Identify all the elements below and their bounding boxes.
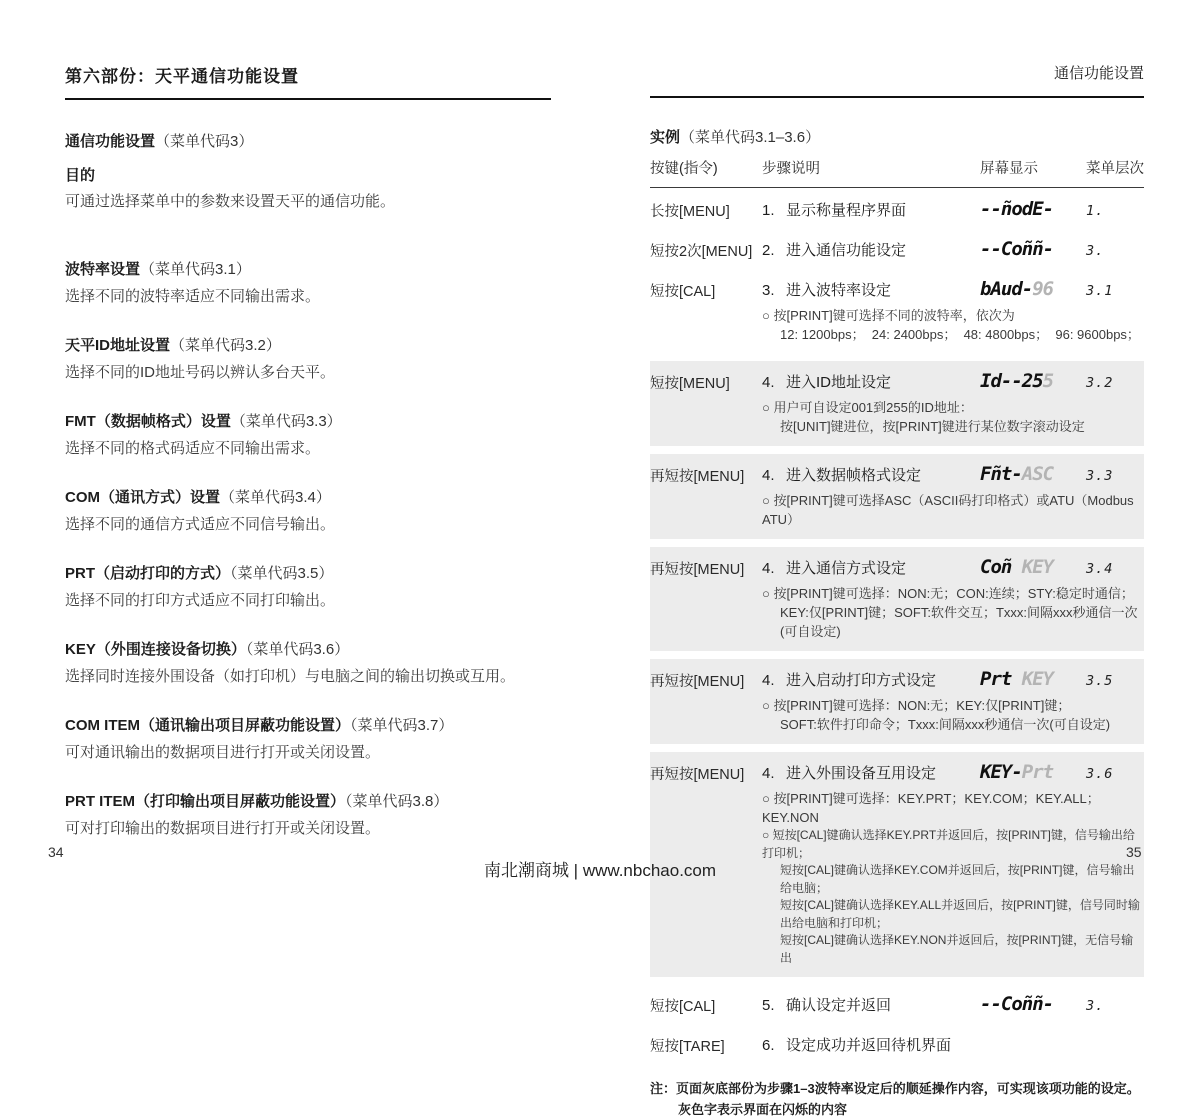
- section-title-bold: 天平ID地址设置: [65, 337, 171, 354]
- lcd-display: [980, 1033, 1086, 1035]
- row-step-text: 进入数据帧格式设定: [786, 467, 922, 484]
- right-page-title: 通信功能设置: [650, 62, 1144, 98]
- lcd-flashing-text: 5: [1042, 370, 1054, 392]
- section-title: [65, 258, 551, 279]
- lcd-static-text: KEY-: [980, 761, 1022, 783]
- row-step-number: 4.: [762, 467, 775, 484]
- section: [65, 258, 551, 307]
- section-title-bold: FMT（数据帧格式）设置: [65, 413, 231, 430]
- row-step: [762, 556, 980, 578]
- col-header-level: 菜单层次: [1086, 161, 1144, 177]
- row-key: 短按[CAL]: [650, 284, 716, 300]
- section-title-code: （菜单代码3.8）: [345, 793, 449, 810]
- row-key: 再短按[MENU]: [650, 674, 745, 690]
- section-title-bold: PRT ITEM（打印输出项目屏蔽功能设置）: [65, 793, 345, 810]
- note-label: 注：: [650, 1081, 677, 1096]
- site-footer: 南北潮商城 | www.nbchao.com: [483, 861, 717, 880]
- lcd-display: [980, 668, 1086, 689]
- section-title-bold: COM ITEM（通讯输出项目屏蔽功能设置）: [65, 717, 350, 734]
- row-sub-line: 短按[CAL]键确认选择KEY.COM并返回后，按[PRINT]键，信号输出给电脑；: [780, 863, 1135, 895]
- table-row: [650, 454, 1144, 539]
- page-number-right: 35: [1126, 844, 1142, 860]
- row-step: [762, 993, 980, 1015]
- lcd-static-text: --Coññ-: [980, 238, 1054, 260]
- row-key: 再短按[MENU]: [650, 562, 745, 578]
- table-row: [650, 190, 1144, 230]
- row-step: [762, 370, 980, 392]
- section: [65, 790, 551, 839]
- table-row-main: [650, 278, 1144, 301]
- section-title: [65, 130, 551, 151]
- table-rows: [650, 190, 1144, 1065]
- section-title: [65, 410, 551, 431]
- row-sub-line: KEY:仅[PRINT]键；SOFT:软件交互；Txxx:间隔xxx秒通信一次(可自设定): [780, 605, 1138, 639]
- section-title: [65, 562, 551, 583]
- table-row-main: [650, 993, 1144, 1016]
- lcd-static-text: Coñ: [980, 556, 1022, 578]
- table-header: [650, 147, 1144, 188]
- table-row: [650, 230, 1144, 270]
- note: [650, 1078, 1144, 1120]
- section-title-bold: PRT（启动打印的方式）: [65, 565, 231, 582]
- lcd-static-text: Prt: [980, 668, 1022, 690]
- row-key: 再短按[MENU]: [650, 767, 745, 783]
- row-step-number: 1.: [762, 202, 775, 219]
- table-row-main: [650, 198, 1144, 221]
- section: [65, 130, 551, 212]
- lcd-display: [980, 278, 1086, 299]
- section-title-code: （菜单代码3.1）: [140, 261, 251, 278]
- row-step-text: 确认设定并返回: [786, 997, 892, 1014]
- section-title: [65, 790, 551, 811]
- row-sub-line: ○ 按[PRINT]键可选择不同的波特率，依次为: [762, 308, 1015, 323]
- section-title: [65, 486, 551, 507]
- row-menu-level: 3.6: [1086, 766, 1114, 782]
- lcd-static-text: Id--25: [980, 370, 1043, 392]
- lcd-display: [980, 238, 1086, 259]
- section-title-bold: COM（通讯方式）设置: [65, 489, 220, 506]
- table-row-main: [650, 761, 1144, 784]
- lcd-flashing-text: ASC: [1021, 463, 1054, 485]
- section-title: [65, 714, 551, 735]
- lcd-display: [980, 556, 1086, 577]
- table-row-main: [650, 556, 1144, 579]
- table-row: [650, 659, 1144, 744]
- lcd-static-text: --Coññ-: [980, 993, 1054, 1015]
- lcd-flashing-text: 96: [1032, 278, 1054, 300]
- row-step: [762, 668, 980, 690]
- row-sub-notes: [762, 398, 1144, 436]
- row-key: 再短按[MENU]: [650, 469, 745, 485]
- left-sections: [65, 130, 551, 839]
- section-title: [65, 638, 551, 659]
- row-step: [762, 463, 980, 485]
- lcd-static-text: Fñt-: [980, 463, 1022, 485]
- row-step-text: 进入通信功能设定: [786, 242, 907, 259]
- row-menu-level: 3.2: [1086, 375, 1114, 391]
- note-text-2: 灰色字表示界面在闪烁的内容: [678, 1102, 848, 1117]
- example-title: [650, 126, 1144, 147]
- section: [65, 562, 551, 611]
- row-step-text: 进入启动打印方式设定: [786, 672, 937, 689]
- row-step: [762, 238, 980, 260]
- row-menu-level: 3.3: [1086, 468, 1114, 484]
- row-step-number: 4.: [762, 374, 775, 391]
- section-title-bold: 通信功能设置: [65, 133, 156, 150]
- row-sub-notes: [762, 306, 1144, 344]
- section: [65, 486, 551, 535]
- section-title: [65, 334, 551, 355]
- row-step-text: 进入外围设备互用设定: [786, 765, 937, 782]
- row-sub-line: ○ 按[PRINT]键可选择：KEY.PRT；KEY.COM；KEY.ALL；KEY.NON: [762, 791, 1100, 825]
- section-body: 选择不同的波特率适应不同输出需求。: [65, 288, 321, 305]
- row-step: [762, 1033, 980, 1055]
- table-row: [650, 361, 1144, 446]
- page-number-left: 34: [48, 844, 64, 860]
- row-sub-line: ○ 用户可自设定001到255的ID地址：: [762, 400, 973, 415]
- row-menu-level: 3.5: [1086, 673, 1114, 689]
- row-menu-level: [1086, 1033, 1144, 1038]
- left-page: [65, 62, 551, 866]
- section-title-code: （菜单代码3.4）: [220, 489, 331, 506]
- section: [65, 714, 551, 763]
- lcd-display: [980, 463, 1086, 484]
- row-sub-line: ○ 按[PRINT]键可选择：NON:无；CON:连续；STY:稳定时通信；: [762, 586, 1134, 601]
- section-body: 可对打印输出的数据项目进行打开或关闭设置。: [65, 820, 381, 837]
- section: [65, 334, 551, 383]
- section-title-code: （菜单代码3.3）: [230, 413, 342, 430]
- lcd-display: [980, 370, 1086, 391]
- section-subtitle: 目的: [65, 167, 96, 184]
- row-sub-line: ○ 按[PRINT]键可选择：NON:无；KEY:仅[PRINT]键；: [762, 698, 1071, 713]
- lcd-static-text: --ñodE-: [980, 198, 1054, 220]
- section-title-code: （菜单代码3）: [155, 133, 254, 150]
- example-title-bold: 实例: [650, 129, 681, 146]
- lcd-flashing-text: Prt: [1021, 761, 1054, 783]
- col-header-step: 步骤说明: [762, 161, 820, 177]
- section-body: 可对通讯输出的数据项目进行打开或关闭设置。: [65, 744, 381, 761]
- row-step-text: 进入通信方式设定: [786, 560, 907, 577]
- lcd-flashing-text: KEY: [1021, 668, 1054, 690]
- row-step: [762, 761, 980, 783]
- row-sub-line: 12: 1200bps； 24: 2400bps； 48: 4800bps； 96: 9600bps；: [780, 327, 1140, 342]
- row-step-number: 6.: [762, 1037, 775, 1054]
- lcd-display: [980, 198, 1086, 219]
- row-step: [762, 278, 980, 300]
- section-title-code: （菜单代码3.5）: [230, 565, 334, 582]
- lcd-display: [980, 993, 1086, 1014]
- row-sub-line: ○ 按[PRINT]键可选择ASC（ASCII码打印格式）或ATU（Modbus ATU）: [762, 493, 1137, 527]
- example-title-rest: （菜单代码3.1–3.6）: [680, 129, 821, 146]
- note-text-1: 页面灰底部份为步骤1–3波特率设定后的顺延操作内容，可实现该项功能的设定。: [676, 1081, 1140, 1096]
- row-step-text: 进入ID地址设定: [786, 374, 892, 391]
- row-sub-line: 按[UNIT]键进位，按[PRINT]键进行某位数字滚动设定: [780, 419, 1085, 434]
- row-step-text: 设定成功并返回待机界面: [786, 1037, 952, 1054]
- row-sub-line: 短按[CAL]键确认选择KEY.ALL并返回后，按[PRINT]键，信号同时输出给电脑和打印机；: [780, 898, 1140, 930]
- table-row-main: [650, 668, 1144, 691]
- table-row: [650, 985, 1144, 1025]
- table-row-main: [650, 238, 1144, 261]
- row-menu-level: 3.1: [1086, 283, 1114, 299]
- table-row-main: [650, 1033, 1144, 1056]
- row-step-text: 进入波特率设定: [786, 282, 892, 299]
- lcd-display: [980, 761, 1086, 782]
- row-key: 短按2次[MENU]: [650, 244, 753, 260]
- row-key: 短按[MENU]: [650, 376, 730, 392]
- section: [65, 638, 551, 687]
- section-title-code: （菜单代码3.7）: [350, 717, 454, 734]
- section-body: 选择同时连接外围设备（如打印机）与电脑之间的输出切换或互用。: [65, 668, 516, 685]
- section-title-bold: KEY（外围连接设备切换）: [65, 641, 246, 658]
- row-sub-notes: [762, 584, 1144, 641]
- section-body: 选择不同的格式码适应不同输出需求。: [65, 440, 321, 457]
- row-step-number: 4.: [762, 672, 775, 689]
- section: [65, 410, 551, 459]
- col-header-key: 按键(指令): [650, 161, 718, 177]
- table-row: [650, 270, 1144, 353]
- row-step: [762, 198, 980, 220]
- row-menu-level: 3.4: [1086, 561, 1114, 577]
- row-menu-level: 3.: [1086, 243, 1105, 259]
- section-body: 选择不同的ID地址号码以辨认多台天平。: [65, 364, 336, 381]
- table-row-main: [650, 463, 1144, 486]
- table-row: [650, 1025, 1144, 1065]
- table-row: [650, 547, 1144, 651]
- row-sub-notes: [762, 491, 1144, 529]
- section-body: 选择不同的打印方式适应不同打印输出。: [65, 592, 336, 609]
- row-menu-level: 3.: [1086, 998, 1105, 1014]
- row-step-number: 4.: [762, 765, 775, 782]
- row-step-number: 3.: [762, 282, 775, 299]
- row-key: 短按[CAL]: [650, 999, 716, 1015]
- row-key: 长按[MENU]: [650, 204, 730, 220]
- row-step-number: 5.: [762, 997, 775, 1014]
- section-title-code: （菜单代码3.6）: [245, 641, 350, 658]
- row-sub-line: 短按[CAL]键确认选择KEY.NON并返回后，按[PRINT]键，无信号输出: [780, 933, 1134, 965]
- right-page: [650, 62, 1144, 1120]
- row-sub-notes: [762, 696, 1144, 734]
- row-step-text: 显示称量程序界面: [786, 202, 907, 219]
- row-sub-line: SOFT:软件打印命令；Txxx:间隔xxx秒通信一次(可自设定): [780, 717, 1111, 732]
- row-menu-level: 1.: [1086, 203, 1105, 219]
- row-step-number: 4.: [762, 560, 775, 577]
- section-title-bold: 波特率设置: [65, 261, 141, 278]
- section-body: 可通过选择菜单中的参数来设置天平的通信功能。: [65, 193, 396, 210]
- row-key: 短按[TARE]: [650, 1039, 725, 1055]
- row-sub-line: ○ 短按[CAL]键确认选择KEY.PRT并返回后，按[PRINT]键，信号输出给打印机；: [762, 828, 1135, 860]
- note-line-1: [650, 1078, 1144, 1099]
- lcd-flashing-text: KEY: [1021, 556, 1054, 578]
- table-row-main: [650, 370, 1144, 393]
- left-page-title: 第六部份：天平通信功能设置: [65, 62, 551, 100]
- section-body: 选择不同的通信方式适应不同信号输出。: [65, 516, 336, 533]
- row-step-number: 2.: [762, 242, 775, 259]
- section-title-code: （菜单代码3.2）: [170, 337, 281, 354]
- lcd-static-text: bAud-: [980, 278, 1033, 300]
- col-header-display: 屏幕显示: [980, 161, 1038, 177]
